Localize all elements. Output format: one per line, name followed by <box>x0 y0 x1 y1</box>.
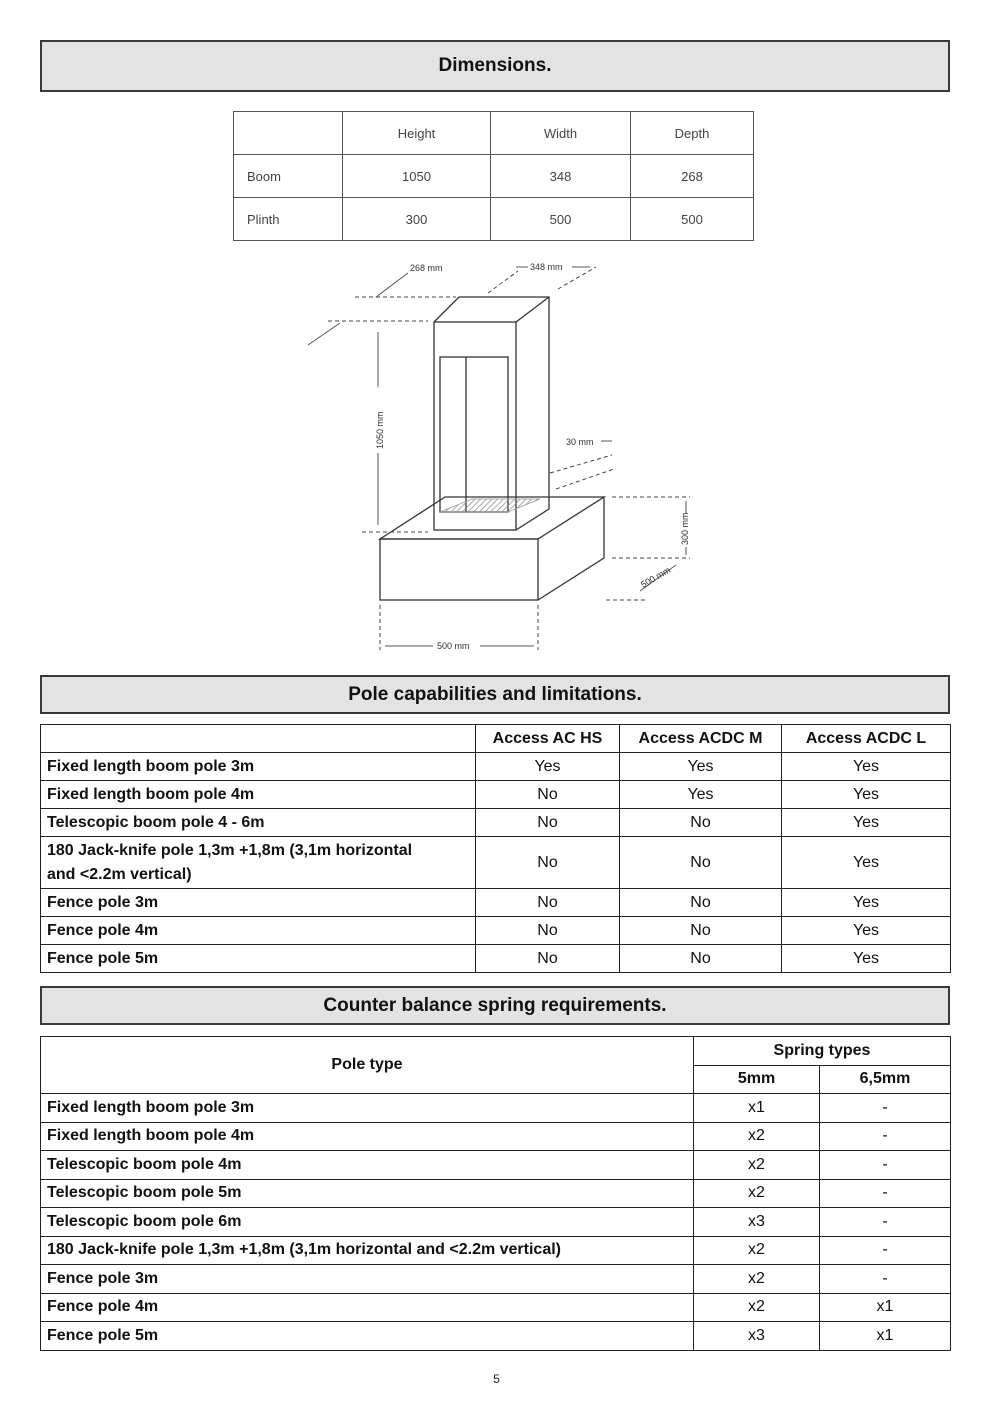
pole-value: Yes <box>782 753 951 781</box>
table-row <box>41 1094 951 1123</box>
dimensions-row-boom <box>234 155 754 198</box>
pole-name: Fixed length boom pole 3m <box>41 753 476 781</box>
spring-value: x3 <box>694 1208 820 1237</box>
pole-value: No <box>620 889 782 917</box>
pole-value: No <box>476 889 620 917</box>
spring-pole-name: Fence pole 4m <box>41 1293 694 1322</box>
dimensions-cell-width: 348 <box>491 155 631 198</box>
pole-header-access-acdc-m: Access ACDC M <box>620 725 782 753</box>
spring-value: x3 <box>694 1322 820 1351</box>
base-hatching <box>440 499 540 512</box>
pole-value: No <box>620 945 782 973</box>
spring-pole-name: Fixed length boom pole 4m <box>41 1122 694 1151</box>
drawing-label-plinth-width: 500 mm <box>437 641 470 651</box>
dimensions-row-label: Boom <box>234 155 343 198</box>
pole-header-access-acdc-l: Access ACDC L <box>782 725 951 753</box>
pole-value: Yes <box>782 837 951 889</box>
table-row <box>41 1179 951 1208</box>
pole-header-access-ac-hs: Access AC HS <box>476 725 620 753</box>
dimensions-row-plinth <box>234 198 754 241</box>
pole-name: Fixed length boom pole 4m <box>41 781 476 809</box>
spring-value: x2 <box>694 1151 820 1180</box>
spring-pole-name: Fixed length boom pole 3m <box>41 1094 694 1123</box>
spring-header-pole-type: Pole type <box>41 1037 694 1094</box>
pole-value: No <box>620 809 782 837</box>
dimensions-cell-depth: 500 <box>631 198 754 241</box>
pole-value: Yes <box>620 781 782 809</box>
table-row <box>41 917 951 945</box>
pole-name <box>41 837 476 889</box>
plinth-front-face <box>380 539 538 600</box>
drawing-label-plinth-height: 300 mm <box>680 512 690 545</box>
spring-header-6-5mm: 6,5mm <box>820 1065 951 1094</box>
spring-value: - <box>820 1151 951 1180</box>
spring-pole-name: Fence pole 3m <box>41 1265 694 1294</box>
spring-value: - <box>820 1179 951 1208</box>
dimensions-cell-depth: 268 <box>631 155 754 198</box>
pole-name: Fence pole 5m <box>41 945 476 973</box>
spring-header-5mm: 5mm <box>694 1065 820 1094</box>
spring-pole-name: Telescopic boom pole 5m <box>41 1179 694 1208</box>
spring-value: - <box>820 1094 951 1123</box>
pole-capabilities-table <box>40 724 951 973</box>
pole-value: Yes <box>620 753 782 781</box>
spring-value: x2 <box>694 1236 820 1265</box>
table-row <box>41 837 951 889</box>
drawing-label-width-top: 348 mm <box>530 262 563 272</box>
dimensions-cell-height: 1050 <box>343 155 491 198</box>
pole-value: Yes <box>782 809 951 837</box>
spring-requirements-heading: Counter balance spring requirements. <box>40 986 950 1025</box>
pole-header-row <box>41 725 951 753</box>
spring-value: x2 <box>694 1265 820 1294</box>
pole-value: No <box>476 781 620 809</box>
dimensions-header-width: Width <box>491 112 631 155</box>
table-row <box>41 753 951 781</box>
drawing-label-wall: 30 mm <box>566 437 594 447</box>
spring-header-spring-types: Spring types <box>694 1037 951 1066</box>
dimensions-header-row <box>234 112 754 155</box>
spring-value: - <box>820 1208 951 1237</box>
table-row <box>41 781 951 809</box>
spring-pole-name: Fence pole 5m <box>41 1322 694 1351</box>
table-row <box>41 889 951 917</box>
dimensions-drawing <box>300 255 700 655</box>
spring-value: - <box>820 1236 951 1265</box>
drawing-label-depth-top: 268 mm <box>410 263 443 273</box>
spring-value: x2 <box>694 1179 820 1208</box>
spring-requirements-table <box>40 1036 951 1351</box>
pole-value: No <box>476 809 620 837</box>
table-row <box>41 809 951 837</box>
dimensions-header-height: Height <box>343 112 491 155</box>
table-row <box>41 1122 951 1151</box>
pole-name: Telescopic boom pole 4 - 6m <box>41 809 476 837</box>
table-row <box>41 1322 951 1351</box>
pole-value: No <box>476 945 620 973</box>
pole-value: Yes <box>782 889 951 917</box>
pole-name-line: 180 Jack-knife pole 1,3m +1,8m (3,1m horizontal <box>47 841 413 859</box>
pole-value: Yes <box>782 945 951 973</box>
pole-name-line: and <2.2m vertical) <box>47 865 192 883</box>
pole-value: No <box>476 917 620 945</box>
spring-pole-name: 180 Jack-knife pole 1,3m +1,8m (3,1m horizontal and <2.2m vertical) <box>41 1236 694 1265</box>
table-row <box>41 1208 951 1237</box>
table-row <box>41 1265 951 1294</box>
drawing-label-plinth-depth: 500 mm <box>639 564 673 590</box>
spring-pole-name: Telescopic boom pole 4m <box>41 1151 694 1180</box>
pole-value: Yes <box>476 753 620 781</box>
spring-value: x2 <box>694 1122 820 1151</box>
table-row <box>41 1236 951 1265</box>
pole-value: Yes <box>782 917 951 945</box>
spring-value: x1 <box>820 1293 951 1322</box>
pole-header-blank <box>41 725 476 753</box>
spring-value: - <box>820 1122 951 1151</box>
spring-value: x1 <box>694 1094 820 1123</box>
page-number: 5 <box>493 1372 500 1386</box>
pole-name: Fence pole 3m <box>41 889 476 917</box>
pole-name: Fence pole 4m <box>41 917 476 945</box>
dimensions-header-blank <box>234 112 343 155</box>
dimensions-cell-width: 500 <box>491 198 631 241</box>
table-row <box>41 1151 951 1180</box>
pole-value: Yes <box>782 781 951 809</box>
dimensions-cell-height: 300 <box>343 198 491 241</box>
dimensions-row-label: Plinth <box>234 198 343 241</box>
spring-header-row <box>41 1037 951 1066</box>
pole-capabilities-heading: Pole capabilities and limitations. <box>40 675 950 714</box>
pole-value: No <box>620 837 782 889</box>
pole-value: No <box>620 917 782 945</box>
boom-top-and-side <box>434 297 549 530</box>
spring-value: - <box>820 1265 951 1294</box>
dimensions-heading: Dimensions. <box>40 40 950 92</box>
table-row <box>41 1293 951 1322</box>
spring-value: x2 <box>694 1293 820 1322</box>
pole-value: No <box>476 837 620 889</box>
boom-inner-opening <box>440 357 508 512</box>
drawing-label-boom-height: 1050 mm <box>375 411 385 449</box>
dimensions-header-depth: Depth <box>631 112 754 155</box>
dimensions-table <box>233 111 754 241</box>
spring-value: x1 <box>820 1322 951 1351</box>
table-row <box>41 945 951 973</box>
spring-pole-name: Telescopic boom pole 6m <box>41 1208 694 1237</box>
